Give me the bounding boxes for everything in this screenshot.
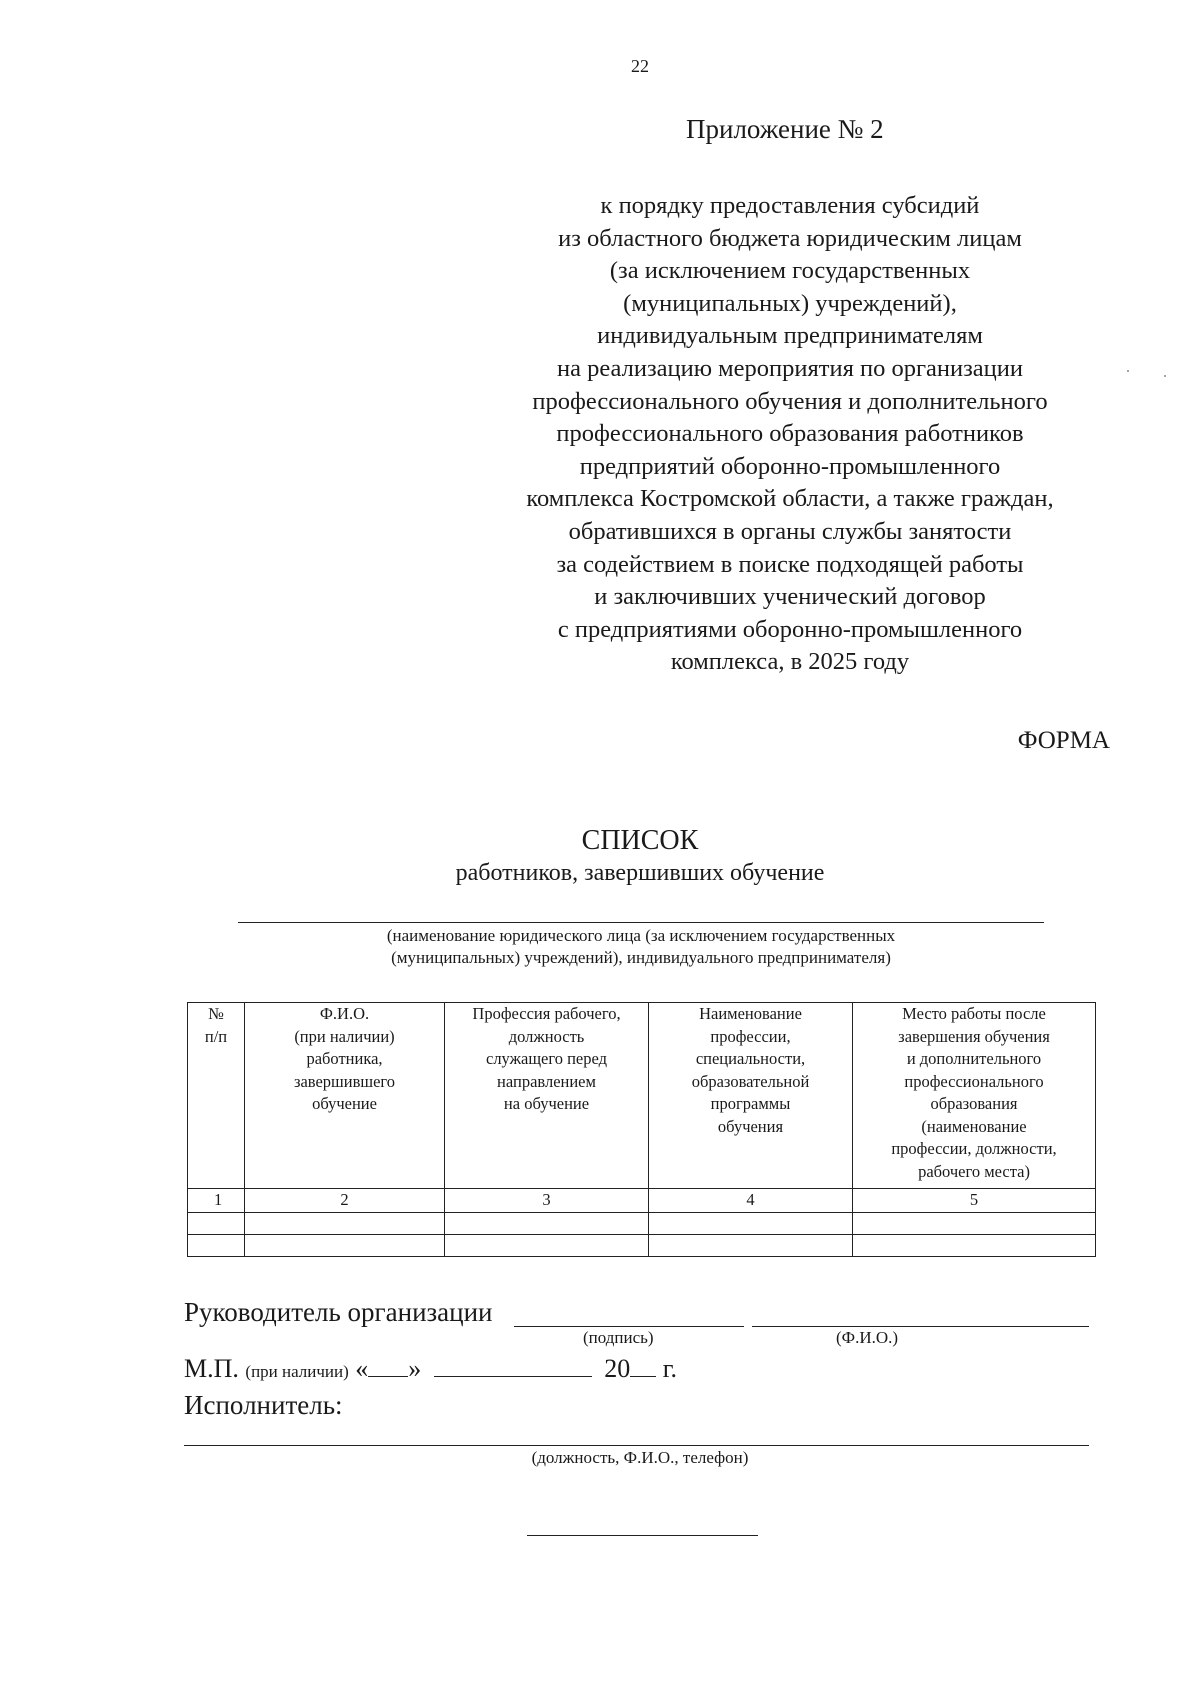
column-number: 3 bbox=[445, 1189, 649, 1213]
header-text: завершения обучения bbox=[898, 1026, 1050, 1046]
header-text: Наименование bbox=[699, 1004, 802, 1023]
organization-caption-line: (наименование юридического лица (за исключением государственных bbox=[386, 926, 896, 945]
header-text: образования bbox=[930, 1094, 1018, 1113]
appendix-line: к порядку предоставления субсидий bbox=[600, 192, 980, 219]
header-text: направлением bbox=[497, 1071, 596, 1091]
executor-line[interactable] bbox=[184, 1445, 1089, 1446]
month-field[interactable] bbox=[434, 1356, 592, 1377]
header-text: завершившего bbox=[293, 1071, 396, 1091]
header-text: (наименование bbox=[921, 1116, 1027, 1136]
quote-close: » bbox=[408, 1354, 422, 1383]
table-cell[interactable] bbox=[245, 1234, 445, 1256]
header-text: обучение bbox=[312, 1094, 377, 1113]
appendix-line: обратившихся в органы службы занятости bbox=[568, 517, 1012, 545]
appendix-line: профессионального образования работников bbox=[556, 420, 1024, 448]
scan-speck bbox=[1164, 375, 1166, 377]
appendix-description bbox=[460, 190, 1120, 679]
head-of-organization-label: Руководитель организации bbox=[184, 1297, 493, 1327]
header-text: рабочего места) bbox=[918, 1161, 1030, 1181]
table-column-numbers-row bbox=[188, 1189, 1096, 1213]
organization-caption bbox=[238, 925, 1044, 969]
table-row bbox=[188, 1212, 1096, 1234]
header-text: Ф.И.О. bbox=[319, 1004, 370, 1023]
appendix-line: с предприятиями оборонно-промышленного bbox=[557, 615, 1023, 643]
appendix-line: предприятий оборонно-промышленного bbox=[579, 452, 1001, 480]
year-suffix: г. bbox=[662, 1354, 678, 1383]
header-text: п/п bbox=[204, 1026, 228, 1046]
appendix-line: на реализацию мероприятия по организации bbox=[556, 354, 1023, 382]
header-text: обучения bbox=[717, 1116, 784, 1136]
list-subtitle: работников, завершивших обучение bbox=[455, 860, 825, 886]
header-text: Профессия рабочего, bbox=[472, 1004, 621, 1023]
table-cell[interactable] bbox=[188, 1234, 245, 1256]
header-cell-number bbox=[188, 1003, 245, 1189]
header-text: Место работы после bbox=[902, 1004, 1046, 1023]
year-field[interactable] bbox=[630, 1356, 656, 1377]
table-cell[interactable] bbox=[445, 1234, 649, 1256]
header-text: профессии, должности, bbox=[891, 1139, 1057, 1158]
appendix-line: комплекса, в 2025 году bbox=[670, 648, 910, 676]
header-text: служащего перед bbox=[486, 1049, 607, 1068]
header-text: № bbox=[208, 1004, 224, 1023]
full-name-caption: (Ф.И.О.) bbox=[836, 1328, 899, 1347]
header-text: (при наличии) bbox=[294, 1026, 395, 1046]
header-text: программы bbox=[710, 1094, 791, 1113]
table-row bbox=[188, 1234, 1096, 1256]
appendix-line: (муниципальных) учреждений), bbox=[623, 289, 957, 317]
form-label: ФОРМА bbox=[1017, 727, 1110, 754]
appendix-line: за содействием в поиске подходящей работы bbox=[556, 550, 1024, 578]
table-cell[interactable] bbox=[188, 1212, 245, 1234]
year-prefix: 20 bbox=[604, 1354, 631, 1383]
day-field[interactable] bbox=[368, 1356, 408, 1377]
appendix-line: комплекса Костромской области, а также граждан, bbox=[526, 485, 1054, 513]
workers-table bbox=[187, 1002, 1096, 1257]
table-cell[interactable] bbox=[445, 1212, 649, 1234]
header-cell-full-name bbox=[245, 1003, 445, 1189]
table-cell[interactable] bbox=[649, 1212, 853, 1234]
table-cell[interactable] bbox=[245, 1212, 445, 1234]
appendix-line: индивидуальным предпринимателям bbox=[597, 322, 983, 350]
header-text: специальности, bbox=[695, 1049, 806, 1068]
list-title: СПИСОК bbox=[581, 825, 699, 856]
appendix-line: профессионального обучения и дополнительного bbox=[532, 387, 1048, 415]
header-text: профессионального bbox=[904, 1071, 1044, 1091]
appendix-line: (за исключением государственных bbox=[609, 257, 971, 285]
column-number: 2 bbox=[245, 1189, 445, 1213]
table-header-row bbox=[188, 1003, 1096, 1189]
organization-name-line[interactable] bbox=[238, 922, 1044, 923]
full-name-line[interactable] bbox=[752, 1326, 1089, 1327]
header-text: профессии, bbox=[710, 1026, 791, 1046]
column-number: 5 bbox=[853, 1189, 1096, 1213]
stamp-label: М.П. bbox=[184, 1354, 239, 1383]
column-number: 1 bbox=[188, 1189, 245, 1213]
header-cell-workplace-after bbox=[853, 1003, 1096, 1189]
header-text: и дополнительного bbox=[906, 1049, 1042, 1068]
signature-caption: (подпись) bbox=[583, 1328, 654, 1347]
appendix-title: Приложение № 2 bbox=[686, 114, 884, 144]
organization-caption-line: (муниципальных) учреждений), индивидуального предпринимателя) bbox=[391, 948, 891, 967]
appendix-line: из областного бюджета юридическим лицам bbox=[558, 224, 1022, 252]
table-cell[interactable] bbox=[649, 1234, 853, 1256]
table-cell[interactable] bbox=[853, 1212, 1096, 1234]
header-text: на обучение bbox=[503, 1094, 590, 1113]
column-number: 4 bbox=[649, 1189, 853, 1213]
header-text: образовательной bbox=[691, 1071, 810, 1091]
executor-label: Исполнитель: bbox=[184, 1390, 343, 1420]
header-text: должность bbox=[508, 1026, 585, 1046]
page-number: 22 bbox=[631, 56, 649, 76]
end-line bbox=[527, 1535, 758, 1536]
header-text: работника, bbox=[306, 1049, 383, 1068]
stamp-date-row bbox=[184, 1354, 677, 1384]
table-cell[interactable] bbox=[853, 1234, 1096, 1256]
scan-speck bbox=[1127, 370, 1129, 372]
signature-line[interactable] bbox=[514, 1326, 744, 1327]
header-cell-profession-before bbox=[445, 1003, 649, 1189]
executor-caption: (должность, Ф.И.О., телефон) bbox=[531, 1448, 749, 1467]
quote-open: « bbox=[355, 1354, 369, 1383]
appendix-line: и заключивших ученический договор bbox=[594, 583, 986, 611]
header-cell-program bbox=[649, 1003, 853, 1189]
stamp-note: (при наличии) bbox=[245, 1362, 349, 1381]
